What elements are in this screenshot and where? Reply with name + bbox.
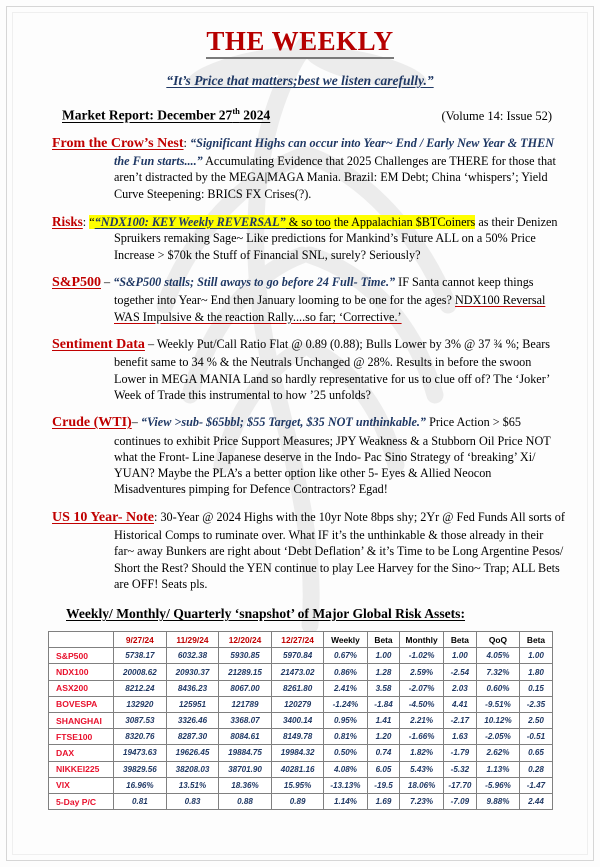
table-cell-value: -1.47 — [519, 777, 552, 793]
risk-assets-table — [48, 631, 553, 810]
section-body-spx-underlined: NDX100 Reversal WAS Impulsive & the reaction Rally....so far; ‘Corrective.’ — [114, 293, 546, 324]
report-year: 2024 — [239, 107, 271, 123]
section-sep: : — [82, 214, 90, 229]
table-cell-value: 2.03 — [443, 680, 476, 696]
section-us10y — [0, 509, 600, 592]
section-quote-spx: “S&P500 stalls; Still aways to go before 24 Full- Time.” — [113, 274, 396, 289]
section-quote-crude: “View >sub- $65bbl; $55 Target, $35 NOT unthinkable.” — [140, 415, 427, 430]
table-cell-value: 0.60% — [477, 680, 520, 696]
section-body-sentiment: Weekly Put/Call Ratio Flat @ 0.89 (0.88); Bulls Lower by 3% @ 37 ¾ %; Bears benefit same to 34 % & the Neutrals Unchanged @ 28%. Results in before the swoon Lower in MEGA MANIA Land so hardly representative for us to clue off of? The ‘Joker’ Week of Trade this instrumental to how ’25 unfolds? — [114, 336, 551, 402]
section-risks: Risks: ““NDX100: KEY Weekly REVERSAL” & so too the Appalachian $BTCoiners as their Denizen Spruikers remaking Sage~ Like predictions for Mankind’s Future ALL on a 50% Price Increase > $70k the Stuff of Financial SNL, surely? Seriously? — [52, 213, 558, 262]
table-cell-value: 21473.02 — [271, 664, 324, 680]
table-row-label: S&P500 — [49, 648, 114, 664]
risks-highlight-tail: & so too — [285, 214, 331, 229]
table-row — [49, 777, 553, 793]
section-body-spx: IF Santa cannot keep things together into Year~ End then January looming to be one for the ages? — [114, 274, 534, 308]
table-cell-value: 0.67% — [324, 648, 367, 664]
table-cell-value: 8067.00 — [219, 680, 272, 696]
table-cell-value: -1.02% — [400, 648, 443, 664]
table-cell-value: 1.20 — [367, 729, 400, 745]
table-col-header: 12/20/24 — [219, 632, 272, 648]
report-ordinal-suffix: th — [232, 106, 240, 116]
table-cell-value: 39829.56 — [114, 761, 167, 777]
table-cell-value: 2.44 — [519, 793, 552, 809]
table-cell-value: -1.66% — [400, 729, 443, 745]
section-heading-crude: Crude (WTI) — [52, 415, 132, 431]
table-cell-value: 0.83 — [166, 793, 219, 809]
table-cell-value: 132920 — [114, 696, 167, 712]
table-row-label: 5-Day P/C — [49, 793, 114, 809]
table-cell-value: 125951 — [166, 696, 219, 712]
table-cell-value: 40281.16 — [271, 761, 324, 777]
table-cell-value: 0.86% — [324, 664, 367, 680]
risks-highlight-plain: the Appalachian $BTCoiners — [330, 214, 476, 229]
table-cell-value: 2.50 — [519, 712, 552, 728]
table-cell-value: 1.14% — [324, 793, 367, 809]
table-cell-value: 0.81% — [324, 729, 367, 745]
table-cell-value: 8436.23 — [166, 680, 219, 696]
tagline — [0, 73, 600, 89]
table-col-header: Beta — [443, 632, 476, 648]
table-col-header: Weekly — [324, 632, 367, 648]
table-cell-value: -2.05% — [477, 729, 520, 745]
table-cell-value: 0.89 — [271, 793, 324, 809]
table-col-header: Beta — [367, 632, 400, 648]
table-cell-value: 0.65 — [519, 745, 552, 761]
section-sep: – — [131, 415, 141, 430]
table-cell-value: 2.59% — [400, 664, 443, 680]
table-row — [49, 761, 553, 777]
section-body-us10y: 30-Year @ 2024 Highs with the 10yr Note 8bps shy; 2Yr @ Fed Funds All sorts of Historical Comps to ruminate over. What IF it’s the unthinkable & those already in their far~ away Bunkers are right about ‘Debt Deflation’ & it’s Time to be Long Argentine Pesos/ Short the Rest? Should the YEN continue to play Lee Harvey for the Sino~ Trap; ALL Bets are OFF! Seats pls. — [114, 509, 565, 591]
table-row-label: NIKKEI225 — [49, 761, 114, 777]
table-row — [49, 648, 553, 664]
table-cell-value: 1.82% — [400, 745, 443, 761]
section-crude — [0, 414, 600, 497]
table-col-header: Beta — [519, 632, 552, 648]
table-cell-value: 18.36% — [219, 777, 272, 793]
table-cell-value: 2.41% — [324, 680, 367, 696]
table-cell-value: -7.09 — [443, 793, 476, 809]
table-row-label: ASX200 — [49, 680, 114, 696]
table-cell-value: 18.06% — [400, 777, 443, 793]
table-row-label: DAX — [49, 745, 114, 761]
table-body — [49, 648, 553, 810]
table-row — [49, 729, 553, 745]
table-cell-value: 0.74 — [367, 745, 400, 761]
table-title: Weekly/ Monthly/ Quarterly ‘snapshot’ of Major Global Risk Assets: — [66, 606, 466, 622]
table-cell-value: 10.12% — [477, 712, 520, 728]
table-cell-value: 0.50% — [324, 745, 367, 761]
table-cell-value: 16.96% — [114, 777, 167, 793]
table-row-label: SHANGHAI — [49, 712, 114, 728]
section-sep: – — [101, 274, 114, 289]
table-col-header: 11/29/24 — [166, 632, 219, 648]
section-sep: : — [154, 509, 161, 524]
section-heading-us10y: US 10 Year- Note — [52, 509, 154, 525]
table-row — [49, 696, 553, 712]
table-cell-value: 8149.78 — [271, 729, 324, 745]
table-cell-value: 13.51% — [166, 777, 219, 793]
report-label: Market Report: December 27 — [62, 107, 233, 123]
table-cell-value: 20008.62 — [114, 664, 167, 680]
table-corner-cell — [49, 632, 114, 648]
section-sep: : — [183, 135, 190, 150]
table-cell-value: 2.21% — [400, 712, 443, 728]
table-col-header: QoQ — [477, 632, 520, 648]
section-body-crows-nest: Accumulating Evidence that 2025 Challenges are THERE for those that aren’t distracted by the MEGA|MAGA Mania. Brazil: EM Debt; China ‘whispers’; Yield Curve Steepening: BRICS FX Crises(?). — [114, 154, 556, 201]
table-cell-value: 3087.53 — [114, 712, 167, 728]
section-heading-risks: Risks — [52, 213, 83, 229]
table-cell-value: 38701.90 — [219, 761, 272, 777]
table-row-label: NDX100 — [49, 664, 114, 680]
table-cell-value: 19984.32 — [271, 745, 324, 761]
table-col-header: 12/27/24 — [271, 632, 324, 648]
table-cell-value: 2.62% — [477, 745, 520, 761]
table-cell-value: 8261.80 — [271, 680, 324, 696]
table-cell-value: 4.08% — [324, 761, 367, 777]
table-cell-value: 20930.37 — [166, 664, 219, 680]
table-cell-value: -2.07% — [400, 680, 443, 696]
table-cell-value: 19884.75 — [219, 745, 272, 761]
table-row-label: BOVESPA — [49, 696, 114, 712]
table-cell-value: -5.32 — [443, 761, 476, 777]
table-header-row — [49, 632, 553, 648]
table-cell-value: 7.23% — [400, 793, 443, 809]
table-cell-value: 5970.84 — [271, 648, 324, 664]
table-cell-value: 0.81 — [114, 793, 167, 809]
table-cell-value: 1.80 — [519, 664, 552, 680]
report-line — [0, 106, 600, 124]
section-sentiment — [0, 336, 600, 403]
table-cell-value: 1.63 — [443, 729, 476, 745]
table-cell-value: 5.43% — [400, 761, 443, 777]
section-heading-crows-nest: From the Crow’s Nest — [52, 135, 184, 151]
table-cell-value: 1.41 — [367, 712, 400, 728]
report-date-title — [62, 106, 270, 124]
table-cell-value: 19473.63 — [114, 745, 167, 761]
table-cell-value: -1.84 — [367, 696, 400, 712]
table-cell-value: -5.96% — [477, 777, 520, 793]
table-cell-value: 8212.24 — [114, 680, 167, 696]
table-cell-value: 1.00 — [519, 648, 552, 664]
table-cell-value: -0.51 — [519, 729, 552, 745]
masthead-text: THE WEEKLY — [206, 26, 393, 59]
section-spx — [0, 274, 600, 325]
table-cell-value: -13.13% — [324, 777, 367, 793]
table-cell-value: 121789 — [219, 696, 272, 712]
table-header — [49, 632, 553, 648]
table-cell-value: 0.28 — [519, 761, 552, 777]
table-row — [49, 745, 553, 761]
table-cell-value: 0.95% — [324, 712, 367, 728]
section-body-risks: as their Denizen Spruikers remaking Sage~ Like predictions for Mankind’s Future ALL on a 50% Price Increase > $70k the Stuff of Financial SNL, surely? Seriously? — [114, 214, 558, 262]
table-cell-value: 15.95% — [271, 777, 324, 793]
table-cell-value: 8084.61 — [219, 729, 272, 745]
table-cell-value: 6032.38 — [166, 648, 219, 664]
section-sep: – — [144, 336, 157, 351]
table-cell-value: 38208.03 — [166, 761, 219, 777]
table-cell-value: 19626.45 — [166, 745, 219, 761]
tagline-text: “It’s Price that matters;best we listen carefully.” — [166, 73, 434, 88]
table-cell-value: 3326.46 — [166, 712, 219, 728]
table-cell-value: 4.41 — [443, 696, 476, 712]
volume-issue: (Volume 14: Issue 52) — [441, 108, 552, 123]
table-cell-value: 120279 — [271, 696, 324, 712]
table-row — [49, 793, 553, 809]
table-cell-value: 9.88% — [477, 793, 520, 809]
table-row-label: FTSE100 — [49, 729, 114, 745]
section-crows-nest — [0, 135, 600, 202]
section-quote-crows-nest: “Significant Highs can occur into Year~ End / Early New Year & THEN the Fun starts....” — [114, 135, 555, 169]
table-row-label: VIX — [49, 777, 114, 793]
section-heading-sentiment: Sentiment Data — [52, 336, 145, 352]
table-row — [49, 664, 553, 680]
table-cell-value: 7.32% — [477, 664, 520, 680]
table-cell-value: 3368.07 — [219, 712, 272, 728]
table-cell-value: 1.28 — [367, 664, 400, 680]
table-cell-value: 0.88 — [219, 793, 272, 809]
table-col-header: 9/27/24 — [114, 632, 167, 648]
table-cell-value: 21289.15 — [219, 664, 272, 680]
table-cell-value: 8287.30 — [166, 729, 219, 745]
table-cell-value: -19.5 — [367, 777, 400, 793]
section-body-crude: Price Action > $65 continues to exhibit Price Support Measures; JPY Weakness & a Stubborn Oil Price NOT what the Front- Line Japanese deserve in the Indo- Pac Sino Strategy of ‘breaking’ Xi/ YUAN? Maybe the PLA’s a better option like other 5- Eyes & Allied Neocon Misadventures pimping for Defence Contractors? Egad! — [114, 415, 551, 497]
table-cell-value: 3400.14 — [271, 712, 324, 728]
table-cell-value: 4.05% — [477, 648, 520, 664]
table-cell-value: -1.24% — [324, 696, 367, 712]
table-row — [49, 712, 553, 728]
table-cell-value: 5930.85 — [219, 648, 272, 664]
table-cell-value: 1.00 — [443, 648, 476, 664]
section-heading-spx: S&P500 — [52, 274, 101, 290]
table-cell-value: -2.54 — [443, 664, 476, 680]
table-cell-value: 8320.76 — [114, 729, 167, 745]
table-cell-value: 3.58 — [367, 680, 400, 696]
table-cell-value: -9.51% — [477, 696, 520, 712]
table-row — [49, 680, 553, 696]
table-col-header: Monthly — [400, 632, 443, 648]
section-quote-risks-highlighted: “NDX100: KEY Weekly REVERSAL” — [94, 214, 286, 229]
table-cell-value: -17.70 — [443, 777, 476, 793]
table-cell-value: 5738.17 — [114, 648, 167, 664]
table-cell-value: -2.35 — [519, 696, 552, 712]
table-cell-value: -2.17 — [443, 712, 476, 728]
page-title — [0, 0, 600, 57]
table-cell-value: -1.79 — [443, 745, 476, 761]
table-cell-value: 6.05 — [367, 761, 400, 777]
table-cell-value: 1.13% — [477, 761, 520, 777]
table-cell-value: 1.00 — [367, 648, 400, 664]
table-cell-value: 0.15 — [519, 680, 552, 696]
table-cell-value: 1.69 — [367, 793, 400, 809]
table-cell-value: -4.50% — [400, 696, 443, 712]
